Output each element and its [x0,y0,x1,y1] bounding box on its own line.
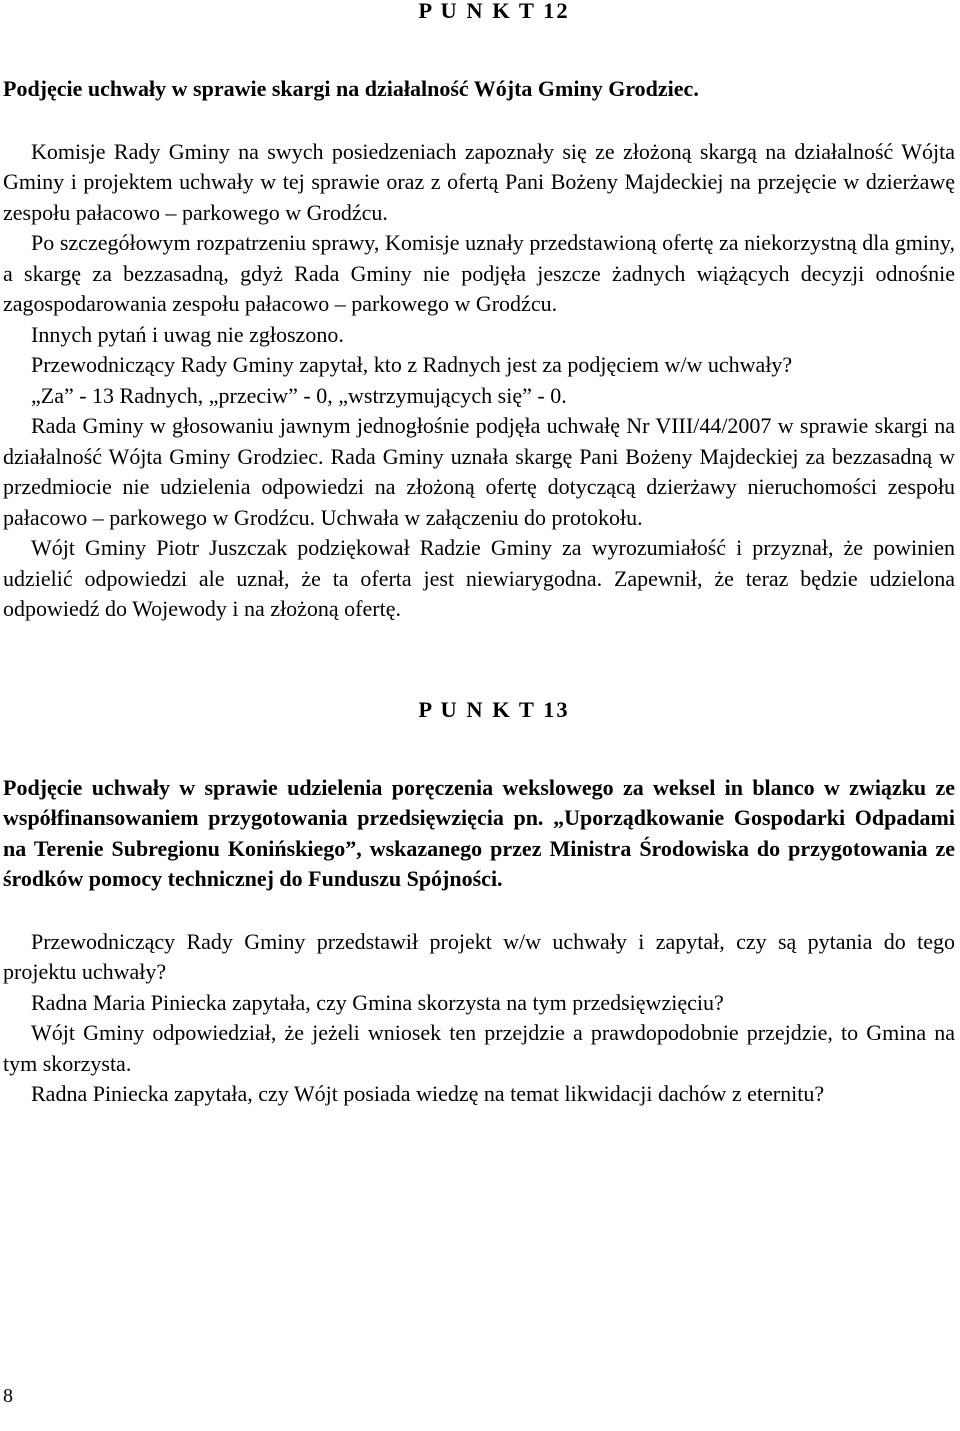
paragraph-przewodniczacy-zapytal: Przewodniczący Rady Gminy zapytał, kto z Radnych jest za podjęciem w/w uchwały? [31,352,793,377]
document-body [3,0,955,1110]
section-heading-punkt-13: P U N K T 13 [418,696,570,722]
paragraph-komisje-uznaly: Po szczegółowym rozpatrzeniu sprawy, Komisje uznały przedstawioną ofertę za niekorzystną dla gminy, a skargę za bezzasadną, gdyż Rada Gminy nie podjęła jeszcze żadnych wiążących decyzji odnośnie zagospodarowania zespołu pałacowo – parkowego w Grodźcu. [3,230,955,316]
section-heading-punkt-12: P U N K T 12 [418,0,570,23]
paragraph-uchwala-podjeta: Rada Gminy w głosowaniu jawnym jednogłośnie podjęła uchwałę Nr VIII/44/2007 w sprawie skargi na działalność Wójta Gminy Grodziec. Rada Gminy uznała skargę Pani Bożeny Majdeckiej za bezzasadną w przedmiocie nie udzielenia odpowiedzi na złożoną ofertę dotyczącą dzierżawy nieruchomości zespołu pałacowo – parkowego w Grodźcu. Uchwała w załączeniu do protokołu. [3,413,955,530]
paragraph-wynik-glosowania: „Za” - 13 Radnych, „przeciw” - 0, „wstrzymujących się” - 0. [31,382,567,408]
paragraph-innych-pytan: Innych pytań i uwag nie zgłoszono. [31,321,344,347]
paragraph-wojt-odpowiedzial: Wójt Gminy odpowiedział, że jeżeli wniosek ten przejdzie a prawdopodobnie przejdzie, to Gmina na tym skorzysta. [3,1020,955,1076]
paragraph-wojt-podziekowal: Wójt Gminy Piotr Juszczak podziękował Radzie Gminy za wyrozumiałość i przyznał, że powinien udzielić odpowiedzi ale uznał, że ta oferta jest niewiarygodna. Zapewnił, że teraz będzie udzielona odpowiedź do Wojewody i na złożoną ofertę. [3,535,955,621]
paragraph-radna-piniecka-eternit: Radna Piniecka zapytała, czy Wójt posiada wiedzę na temat likwidacji dachów z eternitu? [31,1081,825,1106]
paragraph-komisje-zapoznanie: Komisje Rady Gminy na swych posiedzeniach zapoznały się ze złożoną skargą na działalność Wójta Gminy i projektem uchwały w tej sprawie oraz z ofertą Pani Bożeny Majdeckiej na przejęcie w dzierżawę zespołu pałacowo – parkowego w Grodźcu. [3,138,955,225]
paragraph-radna-piniecka-pytanie: Radna Maria Piniecka zapytała, czy Gmina skorzysta na tym przedsięwzięciu? [31,989,724,1015]
paragraph-przewodniczacy-przedstawil: Przewodniczący Rady Gminy przedstawił projekt w/w uchwały i zapytał, czy są pytania do tego projektu uchwały? [3,928,955,984]
section-subject-13: Podjęcie uchwały w sprawie udzielenia poręczenia wekslowego za weksel in blanco w związku ze współfinansowaniem przygotowania przedsięwzięcia pn. „Uporządkowanie Gospodarki Odpadami na Terenie Subregionu Konińskiego”, wskazanego przez Ministra Środowiska do przygotowania ze środków pomocy technicznej do Funduszu Spójności. [3,774,955,891]
page-number: 8 [3,1385,13,1407]
section-subject-12: Podjęcie uchwały w sprawie skargi na działalność Wójta Gminy Grodziec. [3,76,699,101]
